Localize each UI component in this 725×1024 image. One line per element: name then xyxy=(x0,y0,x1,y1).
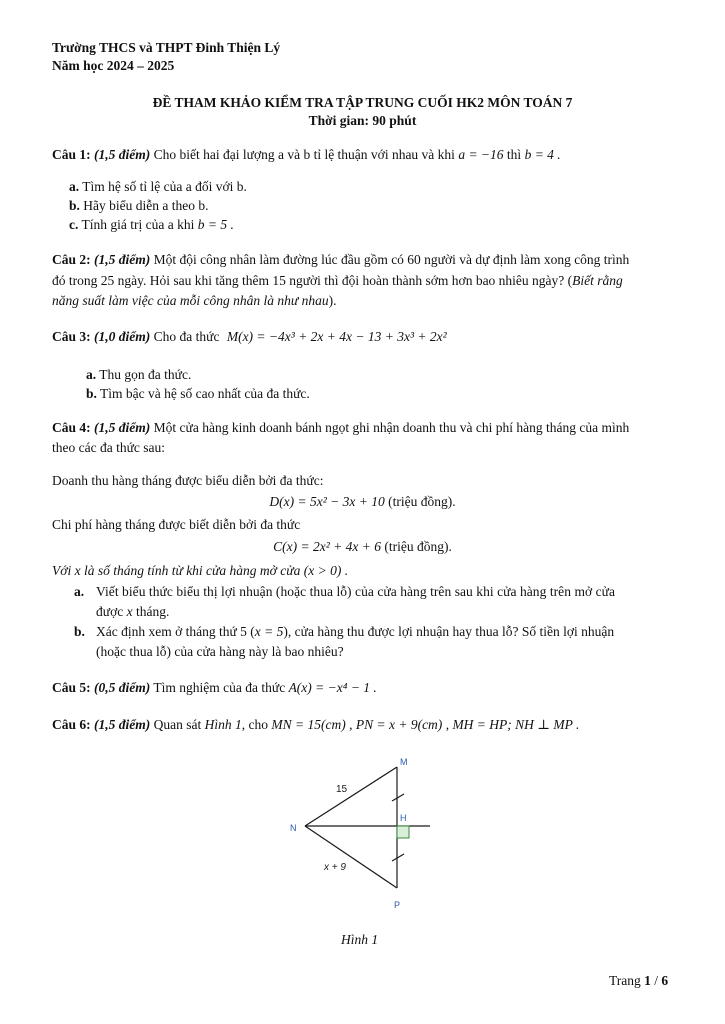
segment-nm xyxy=(305,767,397,826)
q3-text: Cho đa thức xyxy=(153,329,220,344)
q6-points: (1,5 điểm) xyxy=(94,717,151,732)
q4-cost-unit: (triệu đồng). xyxy=(384,539,452,554)
q4-line1: Một cửa hàng kinh doanh bánh ngọt ghi nhận doanh thu và chi phí hàng tháng của mình xyxy=(153,420,630,435)
q3-item-a-letter: a. xyxy=(86,367,97,382)
q4-item-a-line2-post: tháng. xyxy=(135,604,170,619)
q2-line2-text: đó trong 25 ngày. Hỏi sau khi tăng thêm 15 người thì đội hoàn thành sớm hơn bao nhiêu ngày? ( xyxy=(52,273,573,288)
page-total: 6 xyxy=(661,973,669,988)
exam-time: Thời gian: 90 phút xyxy=(308,113,417,128)
q6-text-mid: , cho xyxy=(241,717,269,732)
q4-line2: theo các đa thức sau: xyxy=(52,440,166,455)
tick-mark-mh xyxy=(392,794,404,801)
q4-item-a-line2-pre: được xyxy=(96,604,124,619)
q5-text: Tìm nghiệm của đa thức xyxy=(153,680,286,695)
q4-item-b-line1-pre: Xác định xem ở tháng thứ 5 ( xyxy=(96,624,255,639)
q6-given-1: MN = 15(cm) xyxy=(271,717,346,732)
q4-item-b-letter: b. xyxy=(74,624,85,639)
q2-points: (1,5 điểm) xyxy=(94,252,151,267)
q1-item-c-math: b = 5 . xyxy=(197,217,234,232)
point-label-p: P xyxy=(394,900,401,910)
q4-revenue-intro: Doanh thu hàng tháng được biểu diễn bởi đa thức: xyxy=(52,473,324,488)
q4-item-a-line1-text: Viết biểu thức biểu thị lợi nhuận (hoặc thua lỗ) của cửa hàng trên sau khi cửa hàng trên mở cửa xyxy=(96,584,616,599)
q3-points: (1,0 điểm) xyxy=(94,329,151,344)
point-label-n: N xyxy=(290,823,297,833)
q4-cost-formula: C(x) = 2x² + 4x + 6 xyxy=(273,539,381,554)
q1-item-c-text: Tính giá trị của a khi xyxy=(81,217,195,232)
q4-cost-intro: Chi phí hàng tháng được biết diễn bởi đa thức xyxy=(52,517,301,532)
q1-item-a-text: Tìm hệ số tỉ lệ của a đối với b. xyxy=(82,179,247,194)
q1-text: Cho biết hai đại lượng a và b tỉ lệ thuận với nhau và khi xyxy=(153,147,455,162)
q2-label: Câu 2: xyxy=(52,252,91,267)
q6-label: Câu 6: xyxy=(52,717,91,732)
q3-formula: M(x) = −4x³ + 2x + 4x − 13 + 3x³ + 2x² xyxy=(226,329,447,344)
tick-mark-hp xyxy=(392,854,404,861)
q2-line3-end: ). xyxy=(328,293,337,308)
school-name: Trường THCS và THPT Đinh Thiện Lý xyxy=(52,40,281,55)
right-angle-marker xyxy=(397,826,409,838)
figure-caption: Hình 1 xyxy=(341,932,379,947)
q4-item-b-line1-math: x = 5 xyxy=(254,624,284,639)
q6-given-2: PN = x + 9(cm) xyxy=(355,717,443,732)
q4-note-math: (x > 0) . xyxy=(303,563,349,578)
q1-item-b-text: Hãy biểu diễn a theo b. xyxy=(83,198,209,213)
q1-item-a-letter: a. xyxy=(69,179,80,194)
q3-item-b-text: Tìm bậc và hệ số cao nhất của đa thức. xyxy=(100,386,310,401)
q3-item-a-text: Thu gọn đa thức. xyxy=(99,367,192,382)
exam-title: ĐỀ THAM KHẢO KIỂM TRA TẬP TRUNG CUỐI HK2 MÔN TOÁN 7 xyxy=(152,95,573,110)
q5-label: Câu 5: xyxy=(52,680,91,695)
edge-label-np: x + 9 xyxy=(324,862,346,873)
question-6: Câu 6: (1,5 điểm) Quan sát Hình 1, cho MN = 15(cm) , PN = x + 9(cm) , MH = HP; NH ⊥ MP . xyxy=(52,717,580,732)
school-year: Năm học 2024 – 2025 xyxy=(52,58,175,73)
q5-points: (0,5 điểm) xyxy=(94,680,151,695)
q4-label: Câu 4: xyxy=(52,420,91,435)
segment-np xyxy=(305,826,397,888)
q1-label: Câu 1: xyxy=(52,147,91,162)
q4-revenue-formula: D(x) = 5x² − 3x + 10 xyxy=(269,494,385,509)
q1-cond-a: a = −16 xyxy=(458,147,504,162)
q1-word-thi: thì xyxy=(506,147,522,162)
q6-fig-ref: Hình 1 xyxy=(204,717,242,732)
q1-item-c-letter: c. xyxy=(69,217,79,232)
point-label-m: M xyxy=(400,757,408,767)
q6-given-3: MH = HP; NH ⊥ MP . xyxy=(452,717,580,732)
q2-line1: Một đội công nhân làm đường lúc đầu gồm có 60 người và dự định làm xong công trình xyxy=(153,252,630,267)
point-label-h: H xyxy=(400,813,407,823)
q6-text-pre: Quan sát xyxy=(153,717,202,732)
q1-item-b-letter: b. xyxy=(69,198,80,213)
edge-label-mn: 15 xyxy=(336,784,348,795)
q1-cond-b: b = 4 . xyxy=(524,147,561,162)
q4-item-a-line2-x: x xyxy=(126,604,133,619)
q3-item-b-letter: b. xyxy=(86,386,97,401)
q4-item-b-line1-post: ), cửa hàng thu được lợi nhuận hay thua lỗ? Số tiền lợi nhuận xyxy=(283,624,615,639)
q2-line3-italic: năng suất làm việc của mỗi công nhân là như nhau xyxy=(52,293,329,308)
q4-points: (1,5 điểm) xyxy=(94,420,151,435)
q4-item-b-line2: (hoặc thua lỗ) của cửa hàng này là bao nhiêu? xyxy=(96,644,344,659)
q4-revenue-unit: (triệu đồng). xyxy=(388,494,456,509)
q2-line2-italic: Biết rằng xyxy=(572,273,623,288)
q5-formula: A(x) = −x⁴ − 1 . xyxy=(288,680,377,695)
page-prefix: Trang xyxy=(609,973,641,988)
page-sep: / xyxy=(654,973,659,988)
page-current: 1 xyxy=(644,973,651,988)
q4-note-text: Với x là số tháng tính từ khi cửa hàng mở cửa xyxy=(52,563,301,578)
page-number xyxy=(609,972,668,990)
q1-points: (1,5 điểm) xyxy=(94,147,151,162)
q3-label: Câu 3: xyxy=(52,329,91,344)
q4-item-a-letter: a. xyxy=(74,584,85,599)
